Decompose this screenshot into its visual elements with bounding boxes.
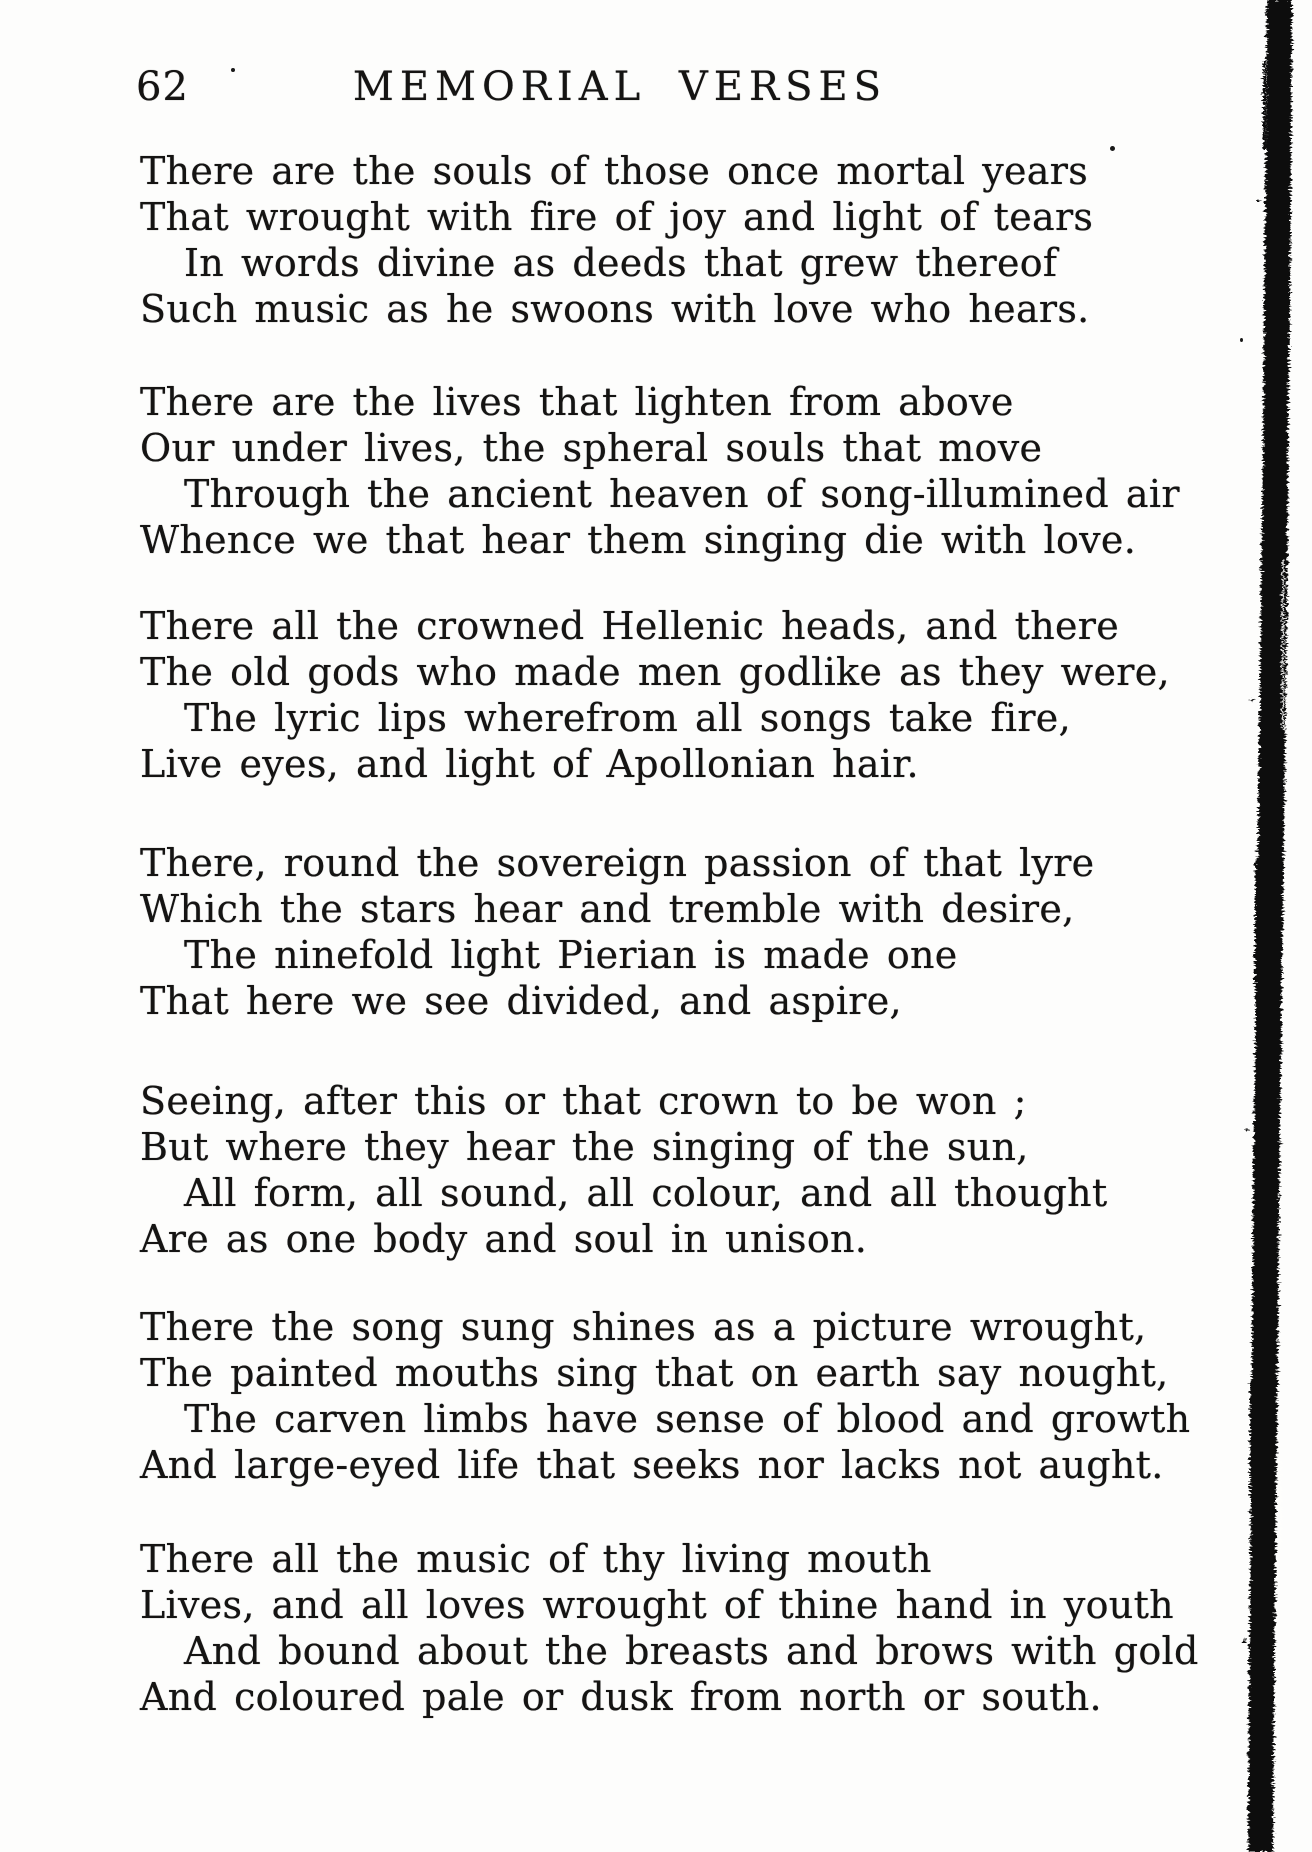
poem-line: And coloured pale or dusk from north or south.: [140, 1675, 1102, 1719]
stanza-4: [140, 840, 1094, 1024]
stanza-6: [140, 1304, 1190, 1488]
poem-line: The lyric lips wherefrom all songs take fire,: [184, 696, 1071, 740]
running-title: MEMORIAL VERSES: [352, 64, 888, 110]
poem-line: There are the lives that lighten from above: [140, 380, 1014, 424]
poem-line: The carven limbs have sense of blood and growth: [184, 1397, 1191, 1441]
stanza-3: [140, 603, 1170, 787]
poem-line: Lives, and all loves wrought of thine hand in youth: [140, 1583, 1174, 1627]
scan-speck: [231, 68, 235, 72]
stanza-2: [140, 379, 1180, 563]
poem-line: Live eyes, and light of Apollonian hair.: [140, 742, 919, 786]
poem-line: Which the stars hear and tremble with desire,: [140, 887, 1075, 931]
page-number: 62: [136, 64, 189, 110]
stanza-7: [140, 1536, 1199, 1720]
poem-line: There, round the sovereign passion of that lyre: [140, 841, 1095, 885]
stanza-1: [140, 148, 1093, 332]
poem-line: The ninefold light Pierian is made one: [184, 933, 958, 977]
poem-line: There the song sung shines as a picture wrought,: [140, 1305, 1147, 1349]
stanza-5: [140, 1078, 1107, 1262]
scan-speck: [1110, 146, 1115, 151]
poem-line: That here we see divided, and aspire,: [140, 979, 902, 1023]
poem-line: All form, all sound, all colour, and all thought: [184, 1171, 1108, 1215]
poem-line: There all the music of thy living mouth: [140, 1537, 932, 1581]
poem-line: But where they hear the singing of the sun,: [140, 1125, 1029, 1169]
poem-line: Through the ancient heaven of song-illumined air: [184, 472, 1180, 516]
poem-line: Seeing, after this or that crown to be won ;: [140, 1079, 1027, 1123]
poem-line: The painted mouths sing that on earth say nought,: [140, 1351, 1169, 1395]
poem-line: And large-eyed life that seeks nor lacks not aught.: [140, 1443, 1164, 1487]
poem-line: In words divine as deeds that grew thereof: [184, 241, 1058, 285]
poem-line: Such music as he swoons with love who hears.: [140, 287, 1090, 331]
poem-line: Whence we that hear them singing die with love.: [140, 518, 1137, 562]
poem-line: That wrought with fire of joy and light of tears: [140, 195, 1094, 239]
poem-line: Are as one body and soul in unison.: [140, 1217, 868, 1261]
poem-line: Our under lives, the spheral souls that move: [140, 426, 1043, 470]
poem-line: There are the souls of those once mortal years: [140, 149, 1089, 193]
poem-line: The old gods who made men godlike as they were,: [140, 650, 1170, 694]
poem-line: There all the crowned Hellenic heads, and there: [140, 604, 1120, 648]
book-gutter-edge-band: [1235, 0, 1312, 1852]
poem-line: And bound about the breasts and brows with gold: [184, 1629, 1199, 1673]
